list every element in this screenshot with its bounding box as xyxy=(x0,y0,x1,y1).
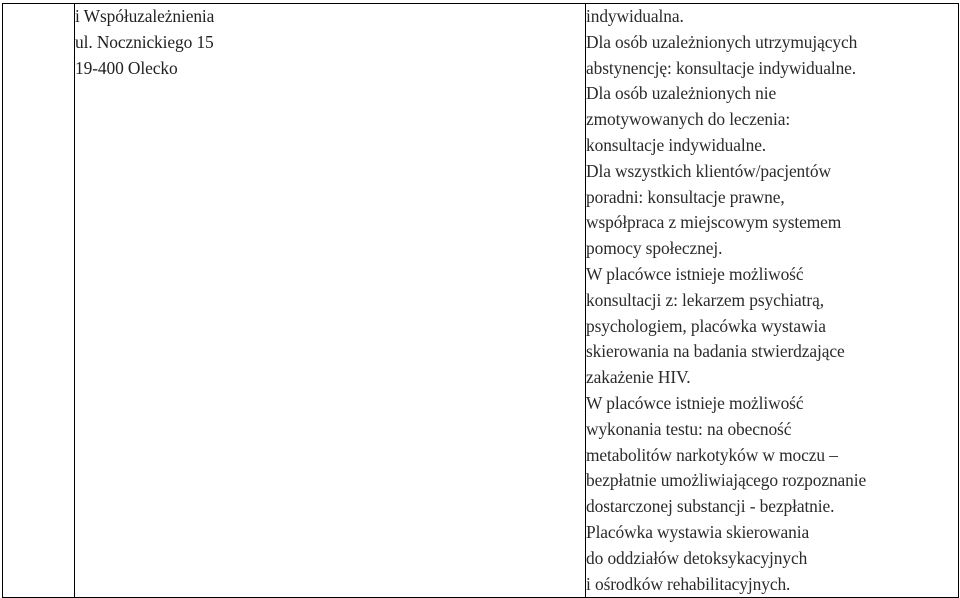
address-line: ul. Nocznickiego 15 xyxy=(75,31,214,52)
description-line: metabolitów narkotyków w moczu – xyxy=(586,444,838,465)
description-line: Dla wszystkich klientów/pacjentów xyxy=(586,160,831,181)
table-cell-empty-left xyxy=(3,4,75,598)
description-line: poradni: konsultacje prawne, xyxy=(586,186,785,207)
description-line: pomocy społecznej. xyxy=(586,238,723,259)
description-line: indywidualna. xyxy=(586,6,684,26)
description-line: bezpłatnie umożliwiającego rozpoznanie xyxy=(586,470,867,491)
description-line: Placówka wystawia skierowania xyxy=(586,521,810,542)
table-row xyxy=(3,4,959,598)
description-line: W placówce istnieje możliwość xyxy=(586,263,804,284)
description-line: dostarczonej substancji - bezpłatnie. xyxy=(586,496,835,517)
description-line: konsultacji z: lekarzem psychiatrą, xyxy=(586,289,824,310)
address-line: i Współuzależnienia xyxy=(75,6,215,26)
description-line: abstynencję: konsultacje indywidualne. xyxy=(586,57,857,78)
facility-table xyxy=(2,3,959,598)
description-line: konsultacje indywidualne. xyxy=(586,134,767,155)
address-line: 19-400 Olecko xyxy=(75,57,178,78)
description-line: wykonania testu: na obecność xyxy=(586,418,792,439)
description-line: Dla osób uzależnionych nie xyxy=(586,83,777,104)
description-line: Dla osób uzależnionych utrzymujących xyxy=(586,31,858,52)
services-description-cell xyxy=(586,4,959,598)
facility-address-cell xyxy=(75,4,586,598)
description-line: do oddziałów detoksykacyjnych xyxy=(586,547,808,568)
description-line: zmotywowanych do leczenia: xyxy=(586,109,791,130)
description-line: współpraca z miejscowym systemem xyxy=(586,212,842,233)
description-line: zakażenie HIV. xyxy=(586,367,691,388)
description-line: W placówce istnieje możliwość xyxy=(586,392,804,413)
description-line: psychologiem, placówka wystawia xyxy=(586,315,826,336)
description-line: i ośrodków rehabilitacyjnych. xyxy=(586,573,791,594)
description-line: skierowania na badania stwierdzające xyxy=(586,341,845,362)
